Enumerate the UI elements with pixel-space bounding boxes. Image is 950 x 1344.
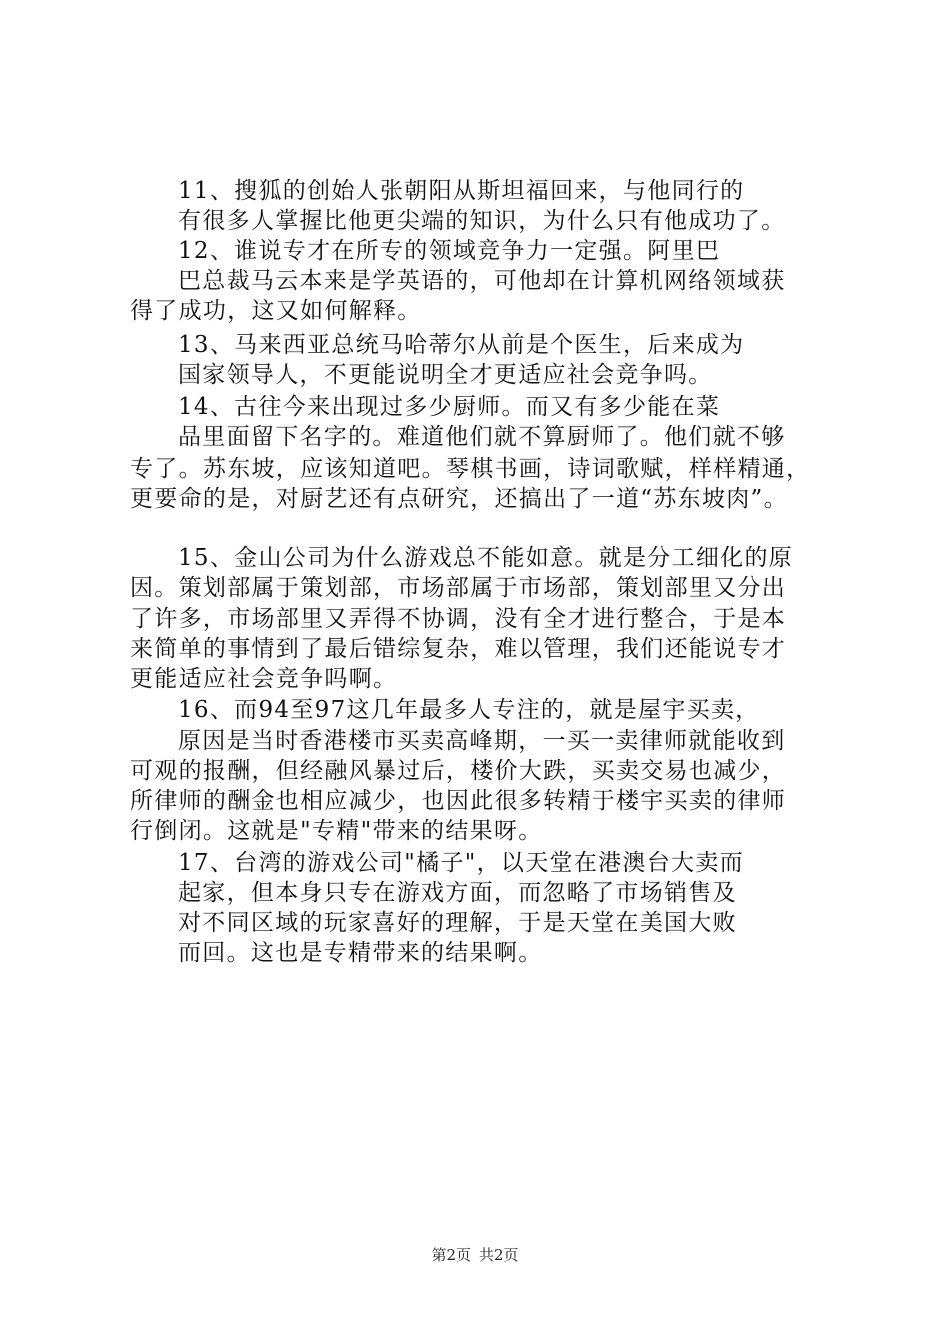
paragraph-16-line-1: 16、而94至97这几年最多人专注的，就是屋宇买卖， [178,697,760,723]
paragraph-13-line-1: 13、马来西亚总统马哈蒂尔从前是个医生，后来成为 [178,332,745,358]
paragraph-15-line-1: 15、金山公司为什么游戏总不能如意。就是分工细化的原 [178,545,794,571]
paragraph-11-line-2: 有很多人掌握比他更尖端的知识，为什么只有他成功了。 [178,208,786,234]
paragraph-15-line-2: 因。策划部属于策划部，市场部属于市场部，策划部里又分出 [130,575,787,601]
paragraph-11-line-1: 11、搜狐的创始人张朝阳从斯坦福回来，与他同行的 [178,178,745,204]
paragraph-16-line-3: 可观的报酬，但经融风暴过后，楼价大跌，买卖交易也减少， [130,758,787,784]
paragraph-14-line-3: 专了。苏东坡，应该知道吧。琴棋书画，诗词歌赋，样样精通， [130,456,811,482]
page-number: 第2页 [431,1246,471,1264]
paragraph-14-line-4: 更要命的是，对厨艺还有点研究，还搞出了一道“苏东坡肉”。 [130,486,788,512]
paragraph-15-line-3: 了许多，市场部里又弄得不协调，没有全才进行整合，于是本 [130,606,787,632]
paragraph-16-line-4: 所律师的酬金也相应减少，也因此很多转精于楼宇买卖的律师 [130,788,787,814]
paragraph-17-line-4: 而回。这也是专精带来的结果啊。 [178,940,543,966]
page-footer [0,1245,950,1265]
paragraph-14-line-1: 14、古往今来出现过多少厨师。而又有多少能在菜 [178,394,721,420]
paragraph-17-line-3: 对不同区域的玩家喜好的理解，于是天堂在美国大败 [178,910,737,936]
paragraph-12-line-2: 巴总裁马云本来是学英语的，可他却在计算机网络领域获 [178,268,786,294]
paragraph-16-line-2: 原因是当时香港楼市买卖高峰期，一买一卖律师就能收到 [178,728,786,754]
paragraph-15-line-5: 更能适应社会竞争吗啊。 [130,666,398,692]
paragraph-15-line-4: 来简单的事情到了最后错综复杂，难以管理，我们还能说专才 [130,636,787,662]
paragraph-16-line-5: 行倒闭。这就是"专精"带来的结果呀。 [130,818,543,844]
paragraph-12-line-1: 12、谁说专才在所专的领域竞争力一定强。阿里巴 [178,238,721,264]
paragraph-12-line-3: 得了成功，这又如何解释。 [130,298,422,324]
page-total: 共2页 [479,1246,519,1264]
paragraph-14-line-2: 品里面留下名字的。难道他们就不算厨师了。他们就不够 [178,424,786,450]
paragraph-13-line-2: 国家领导人，不更能说明全才更适应社会竞争吗。 [178,362,713,388]
paragraph-17-line-2: 起家，但本身只专在游戏方面，而忽略了市场销售及 [178,880,737,906]
paragraph-17-line-1: 17、台湾的游戏公司"橘子"，以天堂在港澳台大卖而 [178,850,744,876]
